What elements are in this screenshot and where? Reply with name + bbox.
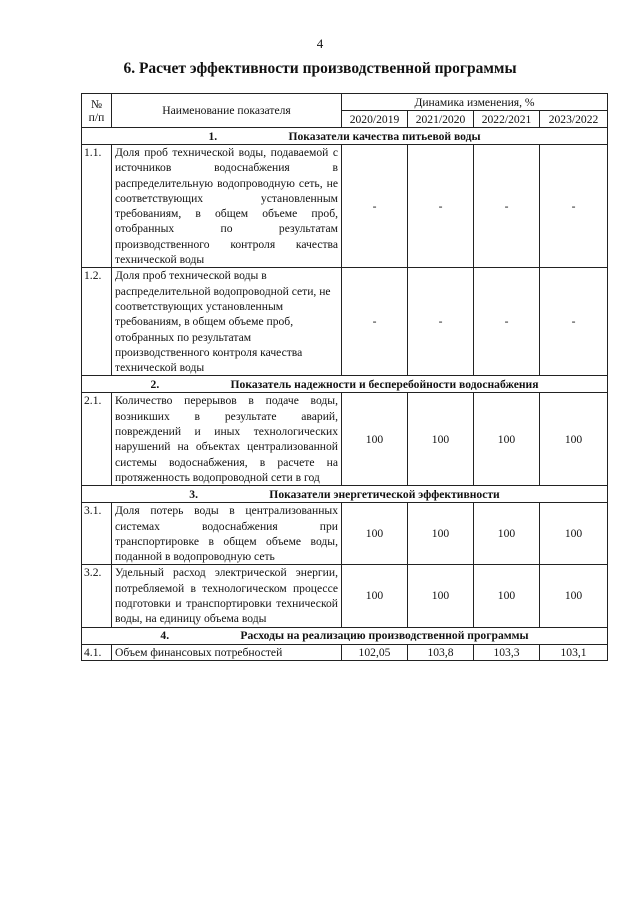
table-row — [82, 644, 608, 660]
section-number: 1. — [208, 129, 218, 143]
section-row — [82, 128, 608, 145]
row-value: 100 — [474, 565, 540, 627]
section-row — [82, 376, 608, 393]
table-row — [82, 503, 608, 565]
row-value: 102,05 — [342, 644, 408, 660]
row-value: 100 — [540, 565, 608, 627]
header-year: 2021/2020 — [408, 111, 474, 128]
row-value: 100 — [408, 565, 474, 627]
row-value: 100 — [540, 393, 608, 486]
header-dynamics: Динамика изменения, % — [342, 94, 608, 111]
row-value: 100 — [342, 393, 408, 486]
row-value: - — [408, 268, 474, 376]
section-heading — [82, 627, 608, 644]
section-heading — [82, 376, 608, 393]
row-value: - — [474, 268, 540, 376]
header-year: 2020/2019 — [342, 111, 408, 128]
section-title: Расходы на реализацию производственной программы — [240, 629, 529, 643]
section-number: 2. — [150, 377, 160, 391]
row-value: 100 — [540, 503, 608, 565]
section-title: Показатели качества питьевой воды — [288, 129, 481, 143]
row-value: - — [408, 145, 474, 268]
row-number: 1.2. — [82, 268, 112, 376]
section-row — [82, 486, 608, 503]
header-num: № п/п — [82, 94, 112, 128]
header-name: Наименование показателя — [112, 94, 342, 128]
row-indicator-name: Доля потерь воды в централизованных системах водоснабжения при транспортировке в общем объеме воды, поданной в водопроводную сеть — [112, 503, 342, 565]
row-value: 103,3 — [474, 644, 540, 660]
row-number: 3.2. — [82, 565, 112, 627]
table-row — [82, 145, 608, 268]
row-indicator-name: Доля проб технической воды, подаваемой с источников водоснабжения в распределительную водопроводную сеть, не соответствующих установленным требованиям, в общем объеме проб, отобранных по результатам производственного контроля качества технической воды — [112, 145, 342, 268]
row-value: - — [342, 145, 408, 268]
row-value: 100 — [342, 503, 408, 565]
table-row — [82, 565, 608, 627]
row-value: 103,8 — [408, 644, 474, 660]
section-heading — [82, 486, 608, 503]
row-value: - — [540, 145, 608, 268]
page-title: 6. Расчет эффективности производственной программы — [123, 60, 517, 77]
section-title: Показатель надежности и бесперебойности водоснабжения — [230, 377, 539, 391]
row-value: 103,1 — [540, 644, 608, 660]
row-value: - — [474, 145, 540, 268]
row-indicator-name: Объем финансовых потребностей — [112, 644, 342, 660]
row-indicator-name: Количество перерывов в подаче воды, возникших в результате аварий, повреждений и иных технологических нарушений на объектах централизованной системы водоснабжения, в расчете на протяженность водопроводной сети в год — [112, 393, 342, 486]
row-value: 100 — [408, 503, 474, 565]
row-value: - — [540, 268, 608, 376]
row-value: - — [342, 268, 408, 376]
section-row — [82, 627, 608, 644]
row-indicator-name: Удельный расход электрической энергии, потребляемой в технологическом процессе подготовки и транспортировки технической воды, на единицу объема воды — [112, 565, 342, 627]
row-number: 2.1. — [82, 393, 112, 486]
header-year: 2023/2022 — [540, 111, 608, 128]
row-value: 100 — [342, 565, 408, 627]
row-indicator-name: Доля проб технической воды в распределительной водопроводной сети, не соответствующих установленным требованиям, в общем объеме проб, отобранных по результатам производственного контроля качества технической воды — [112, 268, 342, 376]
header-year: 2022/2021 — [474, 111, 540, 128]
table-row — [82, 268, 608, 376]
row-value: 100 — [408, 393, 474, 486]
efficiency-table — [81, 93, 608, 661]
page-number: 4 — [316, 36, 324, 51]
section-title: Показатели энергетической эффективности — [269, 487, 500, 501]
row-number: 1.1. — [82, 145, 112, 268]
table-row — [82, 393, 608, 486]
row-number: 4.1. — [82, 644, 112, 660]
section-number: 4. — [160, 629, 170, 643]
row-value: 100 — [474, 503, 540, 565]
section-number: 3. — [189, 487, 198, 501]
section-heading — [82, 128, 608, 145]
row-number: 3.1. — [82, 503, 112, 565]
row-value: 100 — [474, 393, 540, 486]
